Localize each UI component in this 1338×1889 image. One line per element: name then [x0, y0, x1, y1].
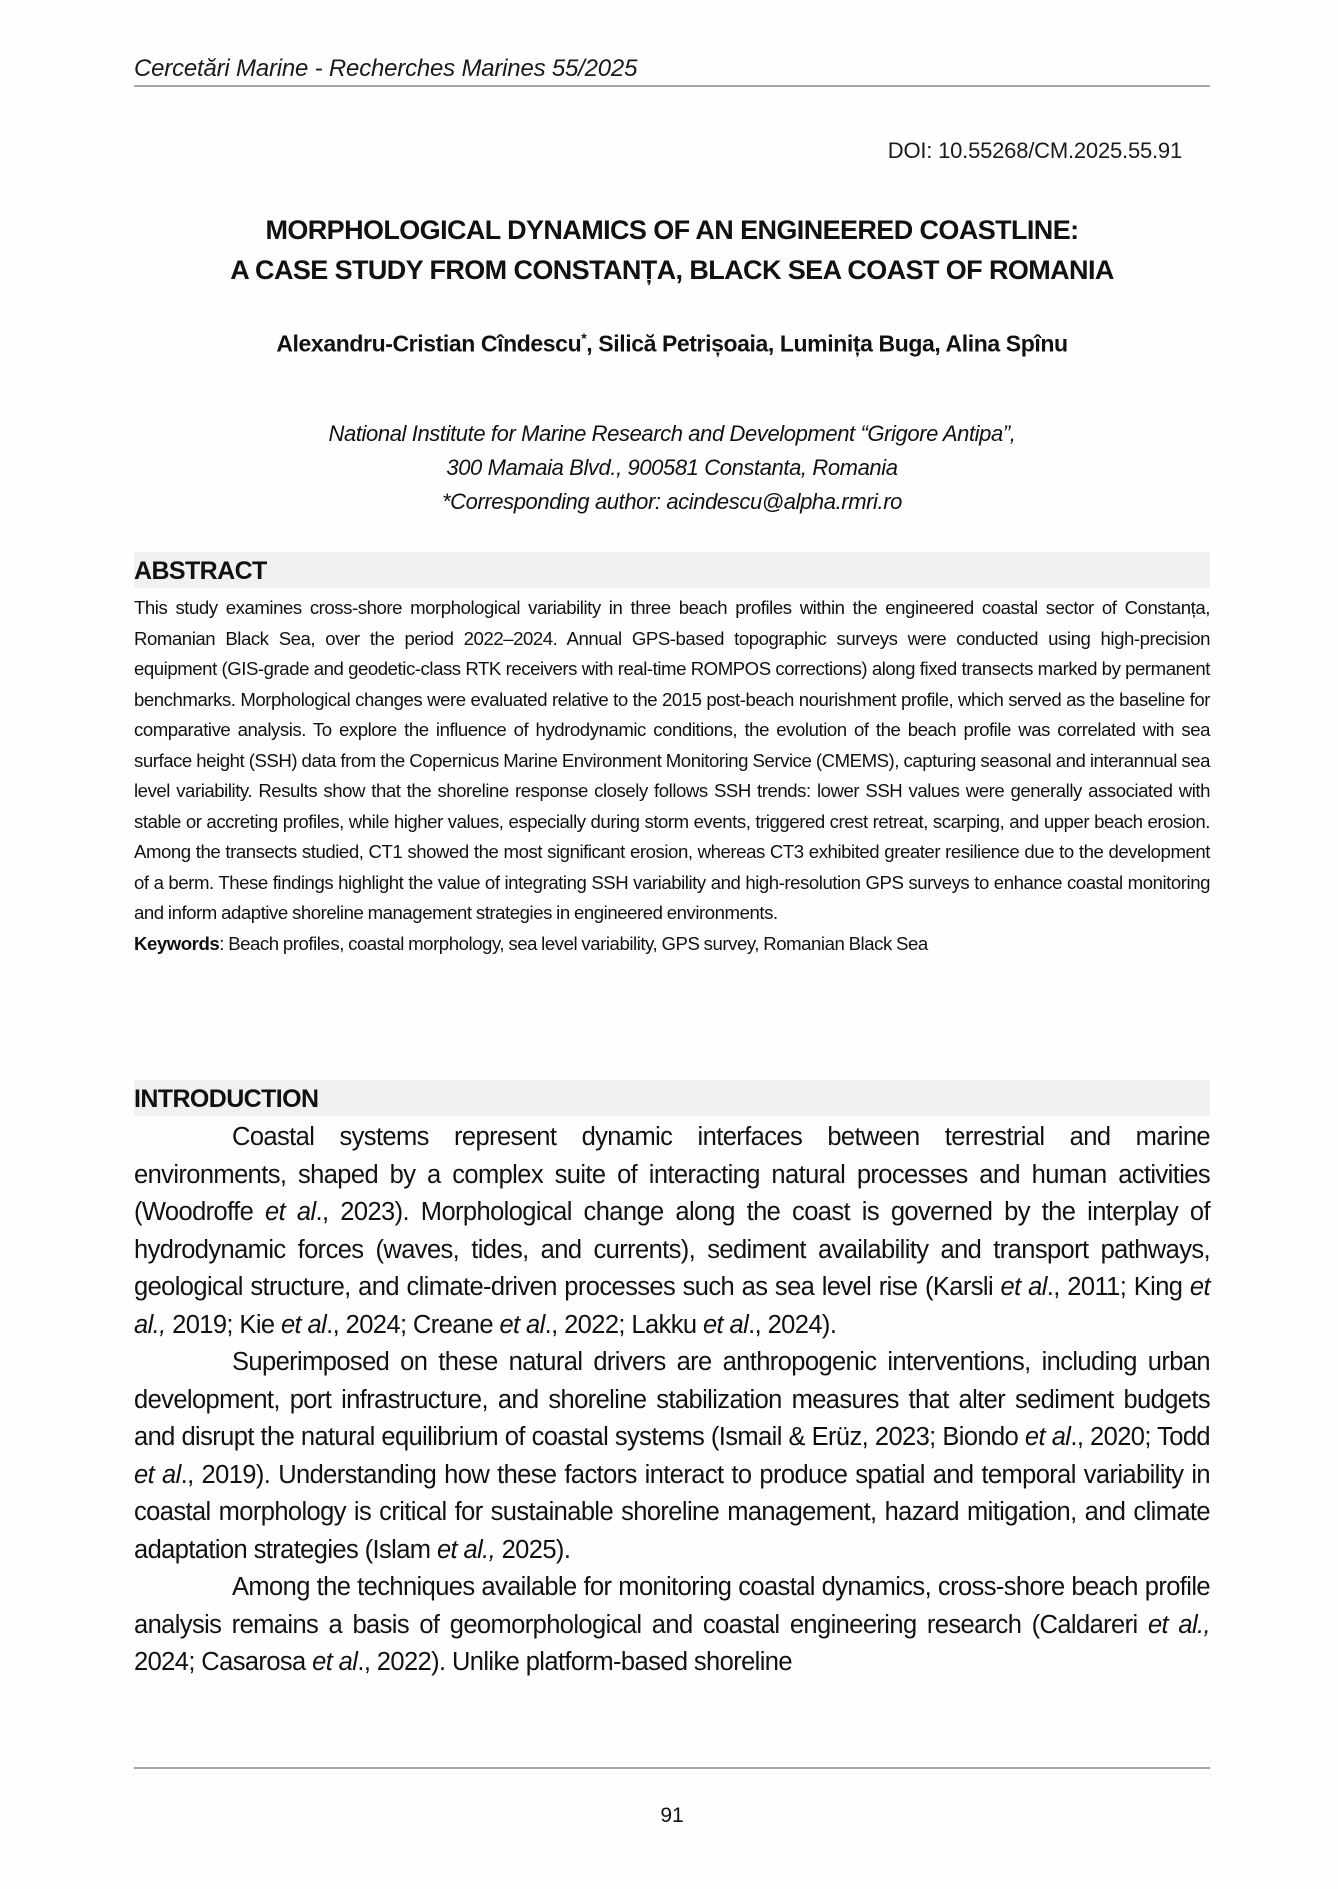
doi: DOI: 10.55268/CM.2025.55.91: [887, 138, 1182, 163]
footer-divider: [134, 1767, 1210, 1769]
introduction-body: [134, 1119, 1210, 1682]
author-list: [134, 330, 1210, 358]
abstract-body: [134, 593, 1210, 959]
abstract-text: This study examines cross-shore morphological variability in three beach profiles within the engineered coastal sector of Constanța, Romanian Black Sea, over the period 2022–2024. Annual GPS-based topographic surveys were conducted using high-precision equipment (GIS-grade and geodetic-class RTK receivers with real-time ROMPOS corrections) along fixed transects marked by permanent benchmarks. Morphological changes were evaluated relative to the 2015 post-beach nourishment profile, which served as the baseline for comparative analysis. To explore the influence of hydrodynamic conditions, the evolution of the beach profile was correlated with sea surface height (SSH) data from the Copernicus Marine Environment Monitoring Service (CMEMS), capturing seasonal and interannual sea level variability. Results show that the shoreline response closely follows SSH trends: lower SSH values were generally associated with stable or accreting profiles, while higher values, especially during storm events, triggered crest retreat, scarping, and upper beach erosion. Among the transects studied, CT1 showed the most significant erosion, whereas CT3 exhibited greater resilience due to the development of a berm. These findings highlight the value of integrating SSH variability and high-resolution GPS surveys to enhance coastal monitoring and inform adaptive shoreline management strategies in engineered environments.: [134, 597, 1210, 923]
corresponding-author: *Corresponding author: acindescu@alpha.rmri.ro: [441, 489, 903, 514]
keywords-label: Keywords: [134, 932, 220, 954]
affiliation-institute: National Institute for Marine Research and Development “Grigore Antipa”,: [328, 421, 1016, 446]
author-rest: , Silică Petrișoaia, Luminița Buga, Alina Spînu: [586, 330, 1068, 357]
keywords-list: : Beach profiles, coastal morphology, sea level variability, GPS survey, Romanian Black Sea: [219, 932, 928, 954]
author-first: Alexandru-Cristian Cîndescu: [276, 330, 582, 357]
running-header: Cercetări Marine - Recherches Marines 55/2025: [134, 55, 1210, 87]
introduction-heading: INTRODUCTION: [134, 1080, 1210, 1116]
intro-paragraph-1: Coastal systems represent dynamic interfaces between terrestrial and marine environments, shaped by a complex suite of interacting natural processes and human activities (Woodroffe et al., 2023). Morphological change along the coast is governed by the interplay of hydrodynamic forces (waves, tides, and currents), sediment availability and transport pathways, geological structure, and climate-driven processes such as sea level rise (Karsli et al., 2011; King et al., 2019; Kie et al., 2024; Creane et al., 2022; Lakku et al., 2024).: [134, 1123, 1210, 1339]
page-number: 91: [660, 1804, 684, 1827]
paper-title: [134, 210, 1210, 290]
title-line-2: A CASE STUDY FROM CONSTANȚA, BLACK SEA COAST OF ROMANIA: [230, 255, 1114, 285]
title-line-1: MORPHOLOGICAL DYNAMICS OF AN ENGINEERED COASTLINE:: [265, 215, 1079, 245]
abstract-heading: ABSTRACT: [134, 552, 1210, 588]
affiliation: [134, 417, 1210, 519]
affiliation-address: 300 Mamaia Blvd., 900581 Constanta, Romania: [446, 455, 898, 480]
intro-paragraph-2: Superimposed on these natural drivers are anthropogenic interventions, including urban development, port infrastructure, and shoreline stabilization measures that alter sediment budgets and disrupt the natural equilibrium of coastal systems (Ismail & Erüz, 2023; Biondo et al., 2020; Todd et al., 2019). Understanding how these factors interact to produce spatial and temporal variability in coastal morphology is critical for sustainable shoreline management, hazard mitigation, and climate adaptation strategies (Islam et al., 2025).: [134, 1348, 1211, 1564]
intro-paragraph-3: Among the techniques available for monitoring coastal dynamics, cross-shore beach profile analysis remains a basis of geomorphological and coastal engineering research (Caldareri et al., 2024; Casarosa et al., 2022). Unlike platform-based shoreline: [134, 1573, 1210, 1676]
corresponding-marker: *: [581, 330, 587, 346]
